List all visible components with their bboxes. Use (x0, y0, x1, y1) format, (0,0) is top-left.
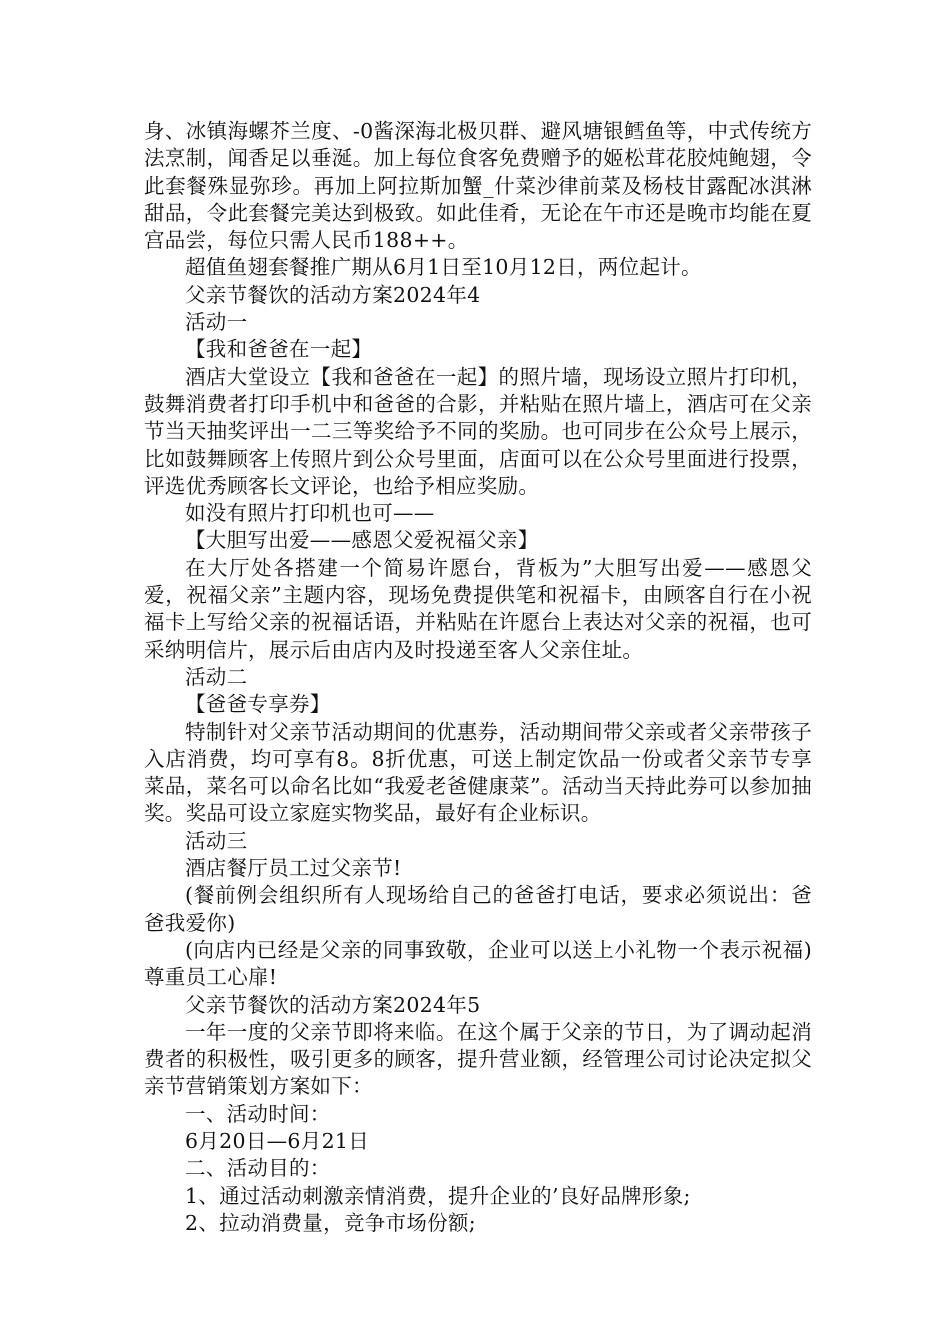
paragraph-coupon-details: 特制针对父亲节活动期间的优惠券，活动期间带父亲或者父亲带孩子入店消费，均可享有8。8折优惠，可送上制定饮品一份或者父亲节专享菜品，菜名可以命名比如“我爱老爸健康菜”。活动当天持此券可以参加抽奖。奖品可设立家庭实物奖品，最好有企业标识。 (144, 719, 812, 826)
paragraph-set-menu-description: 身、冰镇海螺芥兰度、-0酱深海北极贝群、避风塘银鳕鱼等，中式传统方法烹制，闻香足以垂涎。加上每位食客免费赠予的姬松茸花胶炖鲍翅，令此套餐殊显弥珍。再加上阿拉斯加蟹_什菜沙律前菜及杨枝甘露配冰淇淋甜品，令此套餐完美达到极致。如此佳肴，无论在午市还是晚市均能在夏宫品尝，每位只需人民币188++。 (144, 119, 812, 253)
paragraph-intro-plan-5: 一年一度的父亲节即将来临。在这个属于父亲的节日，为了调动起消费者的积极性，吸引更多的顾客，提升营业额，经管理公司讨论决定拟父亲节营销策划方案如下： (144, 1019, 812, 1099)
paragraph-dates: 6月20日—6月21日 (185, 1128, 370, 1153)
heading-activity-time: 一、活动时间： (185, 1101, 331, 1126)
paragraph-staff-fathers-day: 酒店餐厅员工过父亲节! (185, 856, 402, 881)
document-page (144, 118, 812, 1237)
paragraph-no-printer: 如没有照片打印机也可—— (185, 501, 435, 526)
heading-write-love: 【大胆写出爱——感恩父爱祝福父亲】 (185, 528, 539, 553)
heading-activity-3: 活动三 (185, 828, 248, 853)
heading-dad-coupon: 【爸爸专享券】 (185, 692, 331, 717)
heading-activity-purpose: 二、活动目的： (185, 1156, 331, 1181)
heading-plan-4: 父亲节餐饮的活动方案2024年4 (185, 282, 481, 307)
paragraph-call-dad: (餐前例会组织所有人现场给自己的爸爸打电话，要求必须说出：爸爸我爱你) (144, 883, 812, 935)
paragraph-salute-colleagues: (向店内已经是父亲的同事致敬，企业可以送上小礼物一个表示祝福)尊重员工心扉! (144, 937, 812, 990)
list-item-purpose-2: 2、拉动消费量，竞争市场份额; (185, 1210, 476, 1235)
paragraph-promotion-period: 超值鱼翅套餐推广期从6月1日至10月12日，两位起计。 (185, 255, 702, 280)
heading-activity-2: 活动二 (185, 664, 248, 689)
paragraph-photo-wall: 酒店大堂设立【我和爸爸在一起】的照片墙，现场设立照片打印机，鼓舞消费者打印手机中和爸爸的合影，并粘贴在照片墙上，酒店可在父亲节当天抽奖评出一二三等奖给予不同的奖励。也可同步在公众号上展示，比如鼓舞顾客上传照片到公众号里面，店面可以在公众号里面进行投票，评选优秀顾客长文评论，也给予相应奖励。 (144, 364, 812, 498)
paragraph-wish-board: 在大厅处各搭建一个简易许愿台，背板为”大胆写出爱——感恩父爱，祝福父亲”主题内容，现场免费提供笔和祝福卡，由顾客自行在小祝福卡上写给父亲的祝福话语，并粘贴在许愿台上表达对父亲的祝福，也可采纳明信片，展示后由店内及时投递至客人父亲住址。 (144, 555, 812, 662)
heading-activity-1: 活动一 (185, 310, 248, 335)
list-item-purpose-1: 1、通过活动刺激亲情消费，提升企业的’良好品牌形象; (185, 1183, 691, 1208)
heading-me-and-dad: 【我和爸爸在一起】 (185, 337, 373, 362)
heading-plan-5: 父亲节餐饮的活动方案2024年5 (185, 992, 481, 1017)
